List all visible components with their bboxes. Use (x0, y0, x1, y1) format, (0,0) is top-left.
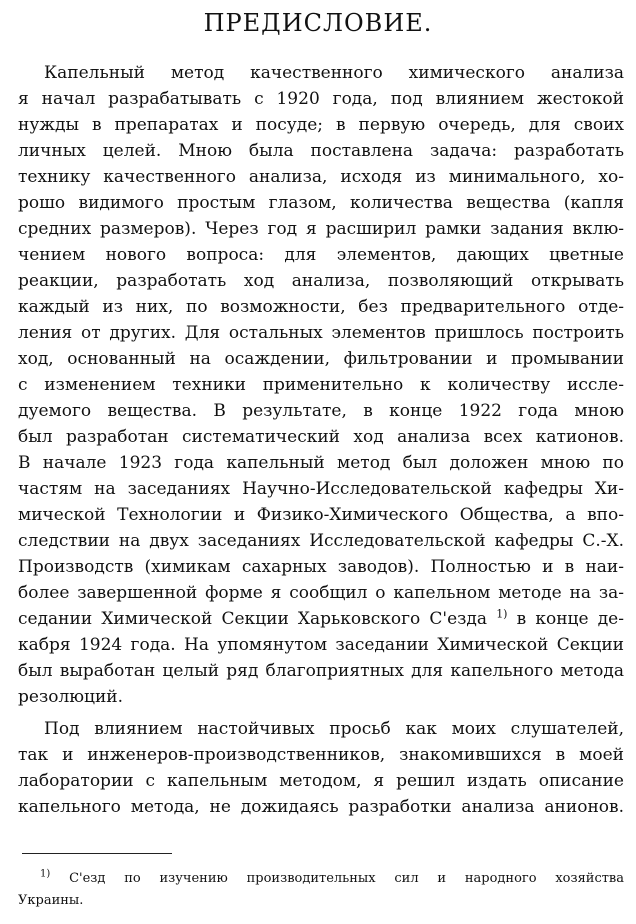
text-line: я начал разрабатывать с 1920 года, под влиянием жестокой (18, 89, 624, 109)
footnote-text: С'езд по изучению производительных сил и народного хозяйства (69, 871, 624, 886)
text-line-tail: в конце де- (516, 609, 624, 629)
preface-text (18, 60, 624, 820)
text-line: был выработан целый ряд благоприятных для капельного метода (18, 661, 624, 681)
text-line: так и инженеров-производственников, знакомившихся в моей (18, 745, 624, 765)
page-title: ПРЕДИСЛОВИЕ. (203, 9, 433, 37)
text-line: мической Технологии и Физико-Химического Общества, а впо- (18, 505, 624, 525)
text-line: В начале 1923 года капельный метод был доложен мною по (18, 453, 624, 473)
text-line: реакции, разработать ход анализа, позволяющий открывать (18, 271, 624, 291)
text-line: кабря 1924 года. На упомянутом заседании Химической Секции (18, 635, 624, 655)
text-line: с изменением техники применительно к количеству иссле- (18, 375, 624, 395)
footnote-line (18, 868, 624, 890)
footnote-line: Украины. (18, 893, 84, 908)
text-line: нужды в препаратах и посуде; в первую очередь, для своих (18, 115, 624, 135)
text-line: личных целей. Мною была поставлена задача: разработать (18, 141, 624, 161)
text-line: чением нового вопроса: для элементов, дающих цветные (18, 245, 624, 265)
text-line: лаборатории с капельным методом, я решил издать описание (18, 771, 624, 791)
text-line: был разработан систематический ход анализа всех катионов. (18, 427, 624, 447)
text-line: ход, основанный на осаждении, фильтровании и промывании (18, 349, 624, 369)
text-line: рошо видимого простым глазом, количества вещества (капля (18, 193, 624, 213)
footnote-reference: 1) (496, 607, 508, 621)
text-line: средних размеров). Через год я расширил рамки задания вклю- (18, 219, 624, 239)
text-line-head: седании Химической Секции Харьковского С'езда (18, 609, 488, 629)
text-line: каждый из них, по возможности, без предварительного отде- (18, 297, 624, 317)
text-line: следствии на двух заседаниях Исследовательской кафедры С.-Х. (18, 531, 624, 551)
text-line: капельного метода, не дожидаясь разработки анализа анионов. (18, 797, 624, 817)
text-line-with-footnote (18, 606, 624, 632)
text-line: Под влиянием настойчивых просьб как моих слушателей, (44, 719, 624, 739)
text-line: более завершенной форме я сообщил о капельном методе на за- (18, 583, 624, 603)
footnote (18, 868, 624, 912)
text-line: Капельный метод качественного химического анализа (44, 63, 624, 83)
text-line: дуемого вещества. В результате, в конце 1922 года мною (18, 401, 624, 421)
text-line: частям на заседаниях Научно-Исследовательской кафедры Хи- (18, 479, 624, 499)
text-line: ления от других. Для остальных элементов пришлось построить (18, 323, 624, 343)
footnote-divider (22, 853, 172, 854)
text-line: технику качественного анализа, исходя из минимального, хо- (18, 167, 624, 187)
text-line: резолюций. (18, 687, 124, 707)
text-line: Производств (химикам сахарных заводов). Полностью и в наи- (18, 557, 624, 577)
footnote-marker: 1) (40, 868, 51, 880)
